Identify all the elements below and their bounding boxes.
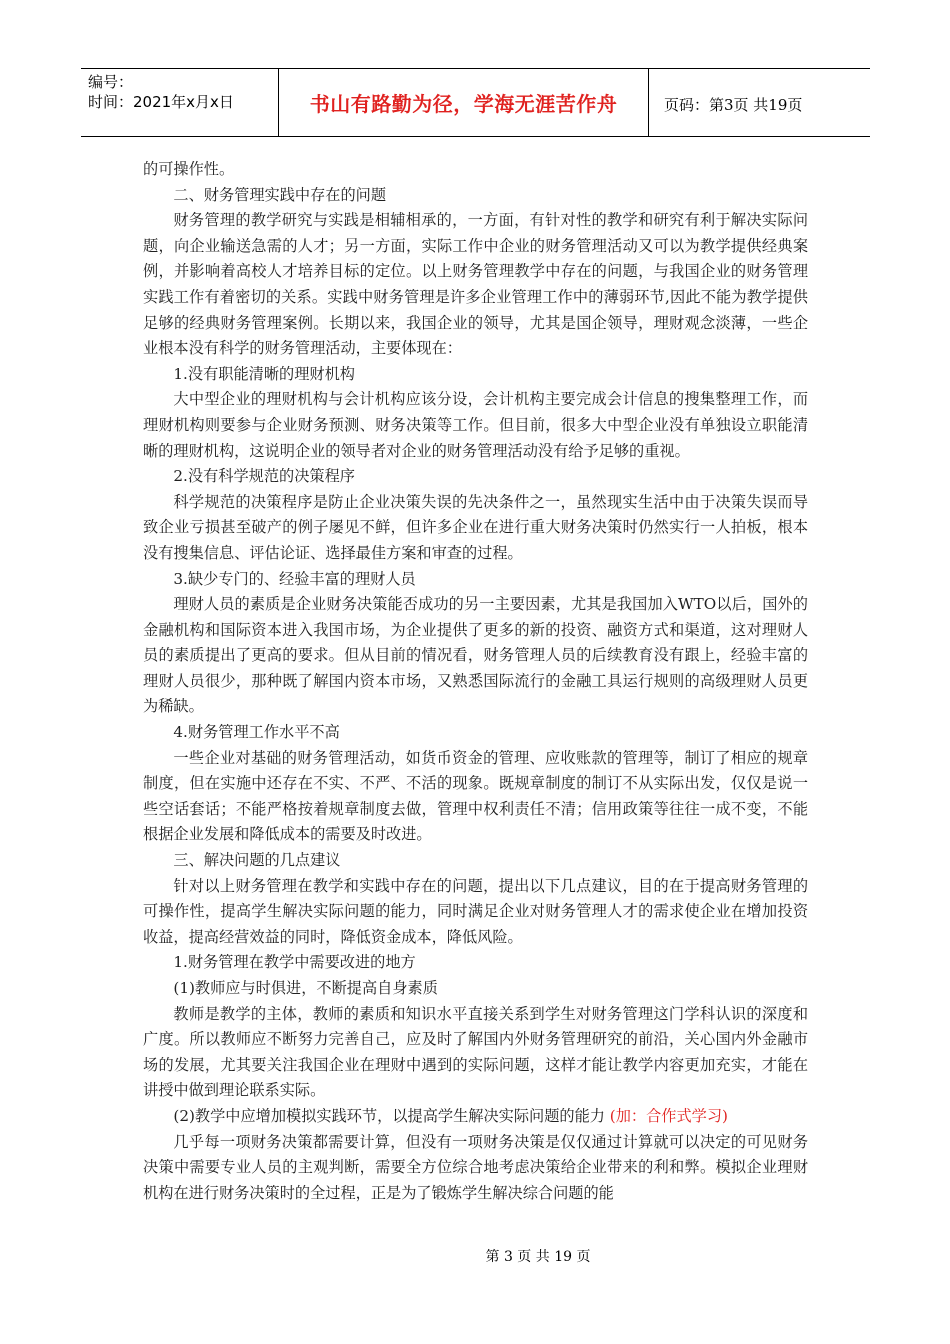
- paragraph-text: 理财人员的素质是企业财务决策能否成功的另一主要因素，尤其是我国加入WTO以后，国外的金融机构和国际资本进入我国市场，为企业提供了更多的新的投资、融资方式和渠道，这对理财人员的素质提出了更高的要求。但从目前的情况看，财务管理人员的后续教育没有跟上，经验丰富的理财人员很少，那种既了解国内资本市场，又熟悉国际流行的金融工具运行规则的高级理财人员更为稀缺。: [143, 595, 808, 716]
- paragraph: [143, 183, 808, 209]
- paragraph-text: 教师是教学的主体，教师的素质和知识水平直接关系到学生对财务管理这门学科认识的深度和广度。所以教师应不断努力完善自己，应及时了解国内外财务管理研究的前沿，关心国内外金融市场的发展，尤其要关注我国企业在理财中遇到的实际问题，这样才能让教学内容更加充实，才能在讲授中做到理论联系实际。: [143, 1004, 808, 1100]
- page-header: [81, 68, 870, 137]
- paragraph-text: 2.没有科学规范的决策程序: [173, 467, 355, 486]
- paragraph-text: 1.财务管理在教学中需要改进的地方: [173, 953, 416, 972]
- document-body: [143, 157, 808, 1206]
- header-motto: 书山有路勤为径，学海无涯苦作舟: [279, 69, 649, 136]
- editor-note: (加：合作式学习): [609, 1106, 728, 1125]
- paragraph: [143, 208, 808, 362]
- paragraph: [143, 976, 808, 1002]
- paragraph-text: 三、解决问题的几点建议: [173, 851, 341, 870]
- paragraph-text: 科学规范的决策程序是防止企业决策失误的先决条件之一，虽然现实生活中由于决策失误而导致企业亏损甚至破产的例子屡见不鲜，但许多企业在进行重大财务决策时仍然实行一人拍板，根本没有搜集信息、评估论证、选择最佳方案和审查的过程。: [143, 492, 808, 562]
- paragraph-text: 1.没有职能清晰的理财机构: [173, 364, 355, 383]
- paragraph-text: 3.缺少专门的、经验丰富的理财人员: [173, 569, 416, 588]
- paragraph: [143, 1002, 808, 1104]
- header-meta: [81, 69, 279, 136]
- paragraph: [143, 1130, 808, 1207]
- paragraph-text: (2)教学中应增加模拟实践环节，以提高学生解决实际问题的能力: [173, 1106, 605, 1125]
- paragraph: [143, 848, 808, 874]
- paragraph: [143, 157, 808, 183]
- paragraph-text: 几乎每一项财务决策都需要计算，但没有一项财务决策是仅仅通过计算就可以决定的可见财务决策中需要专业人员的主观判断，需要全方位综合地考虑决策给企业带来的利和弊。模拟企业理财机构在进行财务决策时的全过程，正是为了锻炼学生解决综合问题的能: [143, 1132, 808, 1202]
- paragraph-text: 4.财务管理工作水平不高: [173, 723, 340, 742]
- paragraph: [143, 592, 808, 720]
- paragraph-text: 的可操作性。: [143, 160, 235, 178]
- paragraph-text: (1)教师应与时俱进，不断提高自身素质: [173, 979, 438, 997]
- paragraph-text: 针对以上财务管理在教学和实践中存在的问题，提出以下几点建议，目的在于提高财务管理的可操作性，提高学生解决实际问题的能力，同时满足企业对财务管理人才的需求使企业在增加投资收益，提高经营效益的同时，降低资金成本，降低风险。: [143, 876, 808, 946]
- document-number-label: 编号：: [88, 73, 134, 91]
- paragraph-text: 二、财务管理实践中存在的问题: [173, 185, 387, 204]
- paragraph: [143, 1104, 808, 1130]
- paragraph-text: 一些企业对基础的财务管理活动，如货币资金的管理、应收账款的管理等，制订了相应的规章制度，但在实施中还存在不实、不严、不活的现象。既规章制度的制订不从实际出发，仅仅是说一些空话套话；不能严格按着规章制度去做，管理中权利责任不清；信用政策等往往一成不变，不能根据企业发展和降低成本的需要及时改进。: [143, 748, 808, 844]
- paragraph-text: 大中型企业的理财机构与会计机构应该分设，会计机构主要完成会计信息的搜集整理工作，而理财机构则要参与企业财务预测、财务决策等工作。但目前，很多大中型企业没有单独设立职能清晰的理财机构，这说明企业的领导者对企业的财务管理活动没有给予足够的重视。: [143, 390, 808, 460]
- paragraph: [143, 720, 808, 746]
- document-date: 时间：2021年x月x日: [88, 93, 234, 111]
- paragraph: [143, 746, 808, 848]
- paragraph: [143, 567, 808, 593]
- header-page-info: 页码：第3页 共19页: [664, 96, 803, 114]
- paragraph: [143, 464, 808, 490]
- paragraph: [143, 874, 808, 951]
- paragraph-text: 财务管理的教学研究与实践是相辅相承的，一方面，有针对性的教学和研究有利于解决实际问题，向企业输送急需的人才；另一方面，实际工作中企业的财务管理活动又可以为教学提供经典案例，并影响着高校人才培养目标的定位。以上财务管理教学中存在的问题，与我国企业的财务管理实践工作有着密切的关系。实践中财务管理是许多企业管理工作中的薄弱环节,因此不能为教学提供足够的经典财务管理案例。长期以来，我国企业的领导，尤其是国企领导，理财观念淡薄，一些企业根本没有科学的财务管理活动，主要体现在：: [143, 211, 808, 358]
- paragraph: [143, 362, 808, 388]
- paragraph: [143, 950, 808, 976]
- paragraph: [143, 490, 808, 567]
- paragraph: [143, 387, 808, 464]
- page-footer: 第 3 页 共 19 页: [485, 1249, 591, 1265]
